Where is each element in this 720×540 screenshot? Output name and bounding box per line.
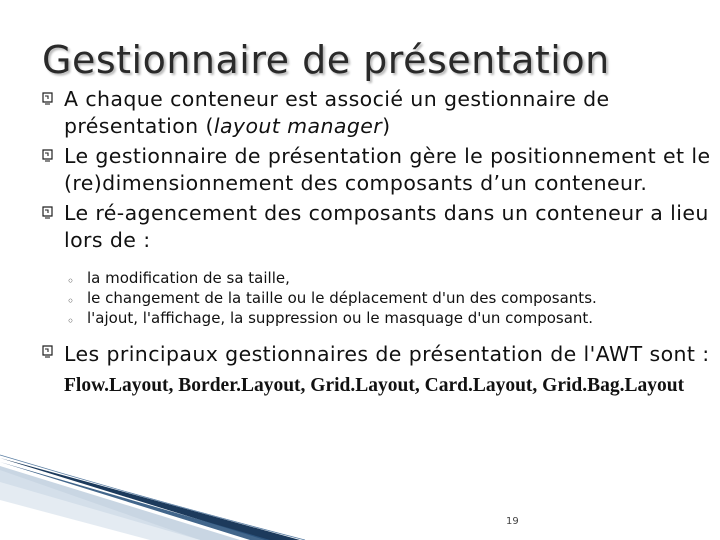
ring-bullet-icon: ◦: [67, 274, 75, 288]
slide-title: Gestionnaire de présentation: [42, 38, 610, 82]
sub-bullet-text: la modification de sa taille,: [87, 269, 290, 287]
sub-bullet-text: l'ajout, l'affichage, la suppression ou le masquage d'un composant.: [87, 309, 594, 327]
ring-bullet-icon: ◦: [67, 294, 75, 308]
bullet-text: ): [382, 114, 391, 138]
sub-bullet-text: le changement de la taille ou le déplacement d'un des composants.: [87, 289, 597, 307]
page-number: 19: [506, 516, 519, 527]
bullet-text: Le ré-agencement des composants dans un conteneur a lieu lors de :: [64, 201, 709, 252]
layout-classes-text: Flow.Layout, Border.Layout, Grid.Layout, Card.Layout, Grid.Bag.Layout: [64, 375, 685, 396]
ring-bullet-icon: ◦: [67, 314, 75, 328]
bullet-text-italic: layout manager: [213, 114, 383, 138]
bullet-text: A chaque conteneur est associé un gestionnaire de présentation (: [64, 87, 610, 138]
bullet-text: Le gestionnaire de présentation gère le positionnement et le (re)dimensionnement des composants d’un conteneur.: [64, 144, 711, 195]
bullet-text: Les principaux gestionnaires de présentation de l'AWT sont :: [64, 342, 710, 366]
